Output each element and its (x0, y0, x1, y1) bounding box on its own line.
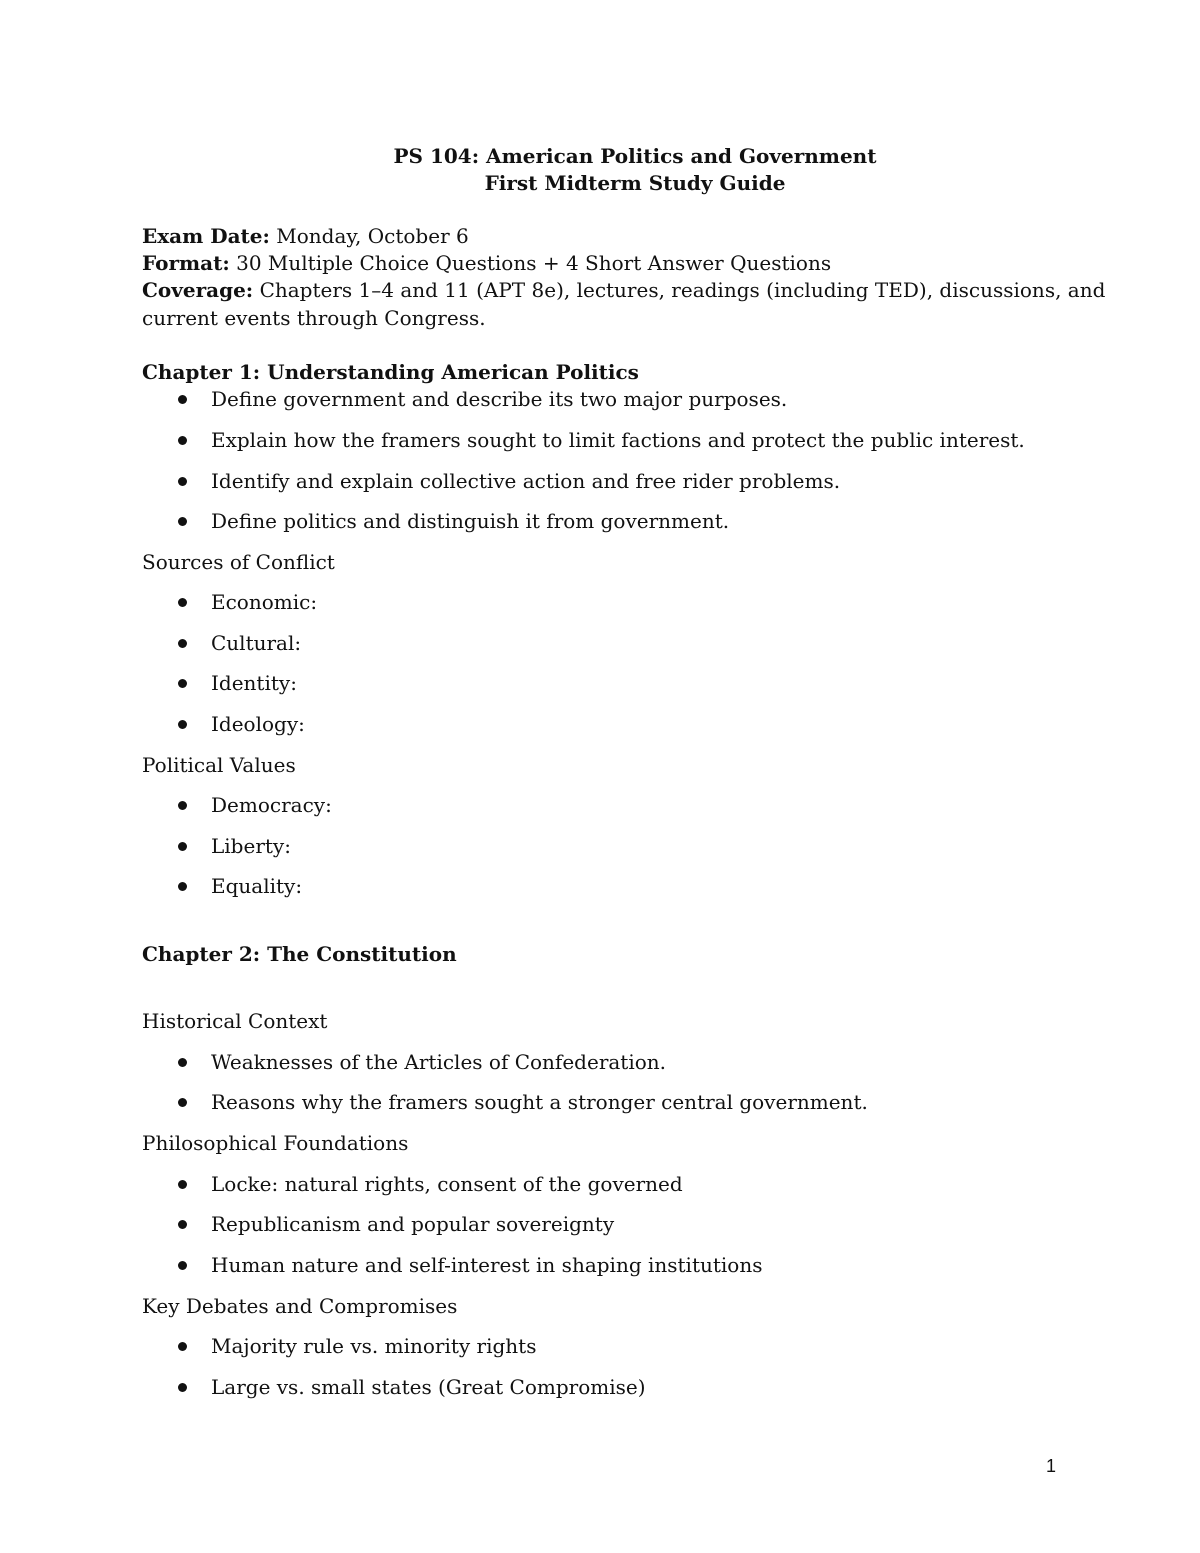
exam-date-label: Exam Date: (142, 224, 270, 248)
bullet-icon (178, 720, 187, 729)
chapter-2-heading: Chapter 2: The Constitution (142, 942, 457, 966)
bullet-icon (178, 1261, 187, 1270)
bullet-icon (178, 598, 187, 607)
bullet-icon (178, 801, 187, 810)
document-page: PS 104: American Politics and Government First Midterm Study Guide Exam Date: Monday, October 6 Format: 30 Multiple Choice Questions + 4 Short Answer Questions Coverage: Chapters 1–4 and 11 (APT 8e), lectures, readings (including TED), discussions, and current events through Congress. Chapter 1: Understanding American Politics Define government and describe its two major purposes. Explain how the framers sought to limit factions and protect the public interest. Identify and explain collective action and free rider problems. Define politics and distinguish it from government. Sources of Conflict Economic: Cultural: Identity: Ideology: Political Values Democracy: Liberty: Equality: Chapter 2: The Constitution Historical Context Weaknesses of the Articles of Confederation. Reasons why the framers sought a stronger central government. Philosophical Foundations Locke: natural rights, consent of the governed Republicanism and popular sovereignty Human nature and self-interest in shaping institutions Key Debates and Compromises Majority rule vs. minority rights Large vs. small states (Great Compromise) 1 (0, 0, 1200, 1553)
bullet-icon (178, 517, 187, 526)
bullet-icon (178, 1180, 187, 1189)
coverage-label: Coverage: (142, 278, 254, 302)
chapter-1-heading: Chapter 1: Understanding American Politics (142, 360, 639, 384)
document-subtitle: First Midterm Study Guide (484, 171, 786, 195)
coverage-value: Chapters 1–4 and 11 (APT 8e), lectures, readings (including TED), discussions, and (259, 278, 1106, 302)
format-value: 30 Multiple Choice Questions + 4 Short Answer Questions (236, 251, 832, 275)
bullet-icon (178, 679, 187, 688)
bullet-icon (178, 842, 187, 851)
coverage-line (142, 277, 1105, 303)
bullet-icon (178, 477, 187, 486)
philosophy-heading: Philosophical Foundations (142, 1131, 409, 1155)
bullet-icon (178, 1383, 187, 1392)
bullet-icon (178, 1342, 187, 1351)
format-line (142, 250, 831, 276)
debates-heading: Key Debates and Compromises (142, 1294, 458, 1318)
page-number: 1 (1046, 1456, 1057, 1476)
bullet-icon (178, 1098, 187, 1107)
exam-date-value: Monday, October 6 (276, 224, 469, 248)
document-title: PS 104: American Politics and Government (393, 144, 877, 168)
context-heading: Historical Context (142, 1009, 328, 1033)
values-heading: Political Values (142, 753, 296, 777)
exam-date-line (142, 223, 469, 249)
format-label: Format: (142, 251, 230, 275)
sources-heading: Sources of Conflict (142, 550, 335, 574)
bullet-icon (178, 639, 187, 648)
bullet-icon (178, 882, 187, 891)
bullet-icon (178, 395, 187, 404)
bullet-icon (178, 436, 187, 445)
bullet-icon (178, 1220, 187, 1229)
coverage-continued: current events through Congress. (142, 306, 486, 330)
bullet-icon (178, 1058, 187, 1067)
